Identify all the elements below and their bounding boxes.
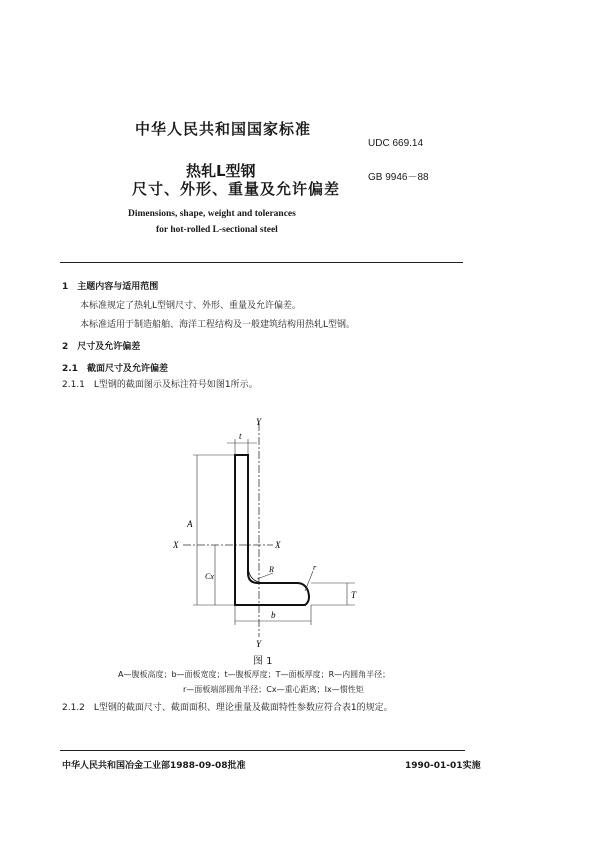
implementation-date: 1990-01-01实施 (405, 761, 481, 771)
section-2-1-2-text: 2.1.2 L型钢的截面尺寸、截面面积、理论重量及截面特性参数应符合表1的规定。 (62, 703, 393, 713)
gb-number: GB 9946－88 (368, 172, 429, 183)
figure-legend-line1: A—腹板高度；b—面板宽度；t—腹板厚度；T—面板厚度；R—内圆角半径； (118, 670, 391, 679)
r-leader-line (305, 571, 313, 591)
label-a: A (187, 519, 193, 529)
label-y-top: Y (256, 417, 262, 427)
udc-number: UDC 669.14 (368, 138, 424, 149)
chinese-title-line2: 尺寸、外形、重量及允许偏差 (132, 180, 341, 198)
label-b: b (271, 610, 276, 620)
section-1-paragraph-1: 本标准规定了热轧L型钢尺寸、外形、重量及允许偏差。 (80, 301, 302, 311)
label-big-t: T (351, 590, 357, 600)
label-t: t (239, 431, 242, 441)
section-2-1-1-text: 2.1.1 L型钢的截面图示及标注符号如图1所示。 (62, 380, 258, 390)
label-y-bottom: Y (256, 639, 262, 649)
standard-title: 中华人民共和国国家标准 (135, 120, 312, 138)
section-1-heading: 1 主题内容与适用范围 (62, 282, 159, 292)
english-title-line1: Dimensions, shape, weight and tolerances (128, 209, 296, 219)
label-x-left: X (173, 540, 179, 550)
label-cx: Cx (205, 572, 214, 581)
english-title-line2: for hot-rolled L-sectional steel (156, 225, 278, 235)
header-divider (60, 262, 463, 263)
footer-divider (60, 750, 465, 751)
section-1-paragraph-2: 本标准适用于制造船舶、海洋工程结构及一般建筑结构用热轧L型钢。 (80, 320, 356, 330)
approval-info: 中华人民共和国冶金工业部1988-09-08批准 (62, 761, 246, 771)
chinese-title-line1: 热轧L型钢 (186, 162, 256, 180)
figure-legend-line2: r—面板端部圆角半径；Cx—重心距离；Ix—惯性矩 (183, 685, 364, 694)
l-profile-outline (235, 455, 309, 605)
section-2-heading: 2 尺寸及允许偏差 (62, 342, 141, 352)
section-2-1-heading: 2.1 截面尺寸及允许偏差 (62, 364, 168, 374)
label-r: r (313, 563, 317, 572)
label-big-r: R (269, 565, 274, 574)
l-section-figure (165, 415, 365, 650)
figure-caption: 图 1 (253, 656, 273, 667)
label-x-right: X (275, 540, 281, 550)
